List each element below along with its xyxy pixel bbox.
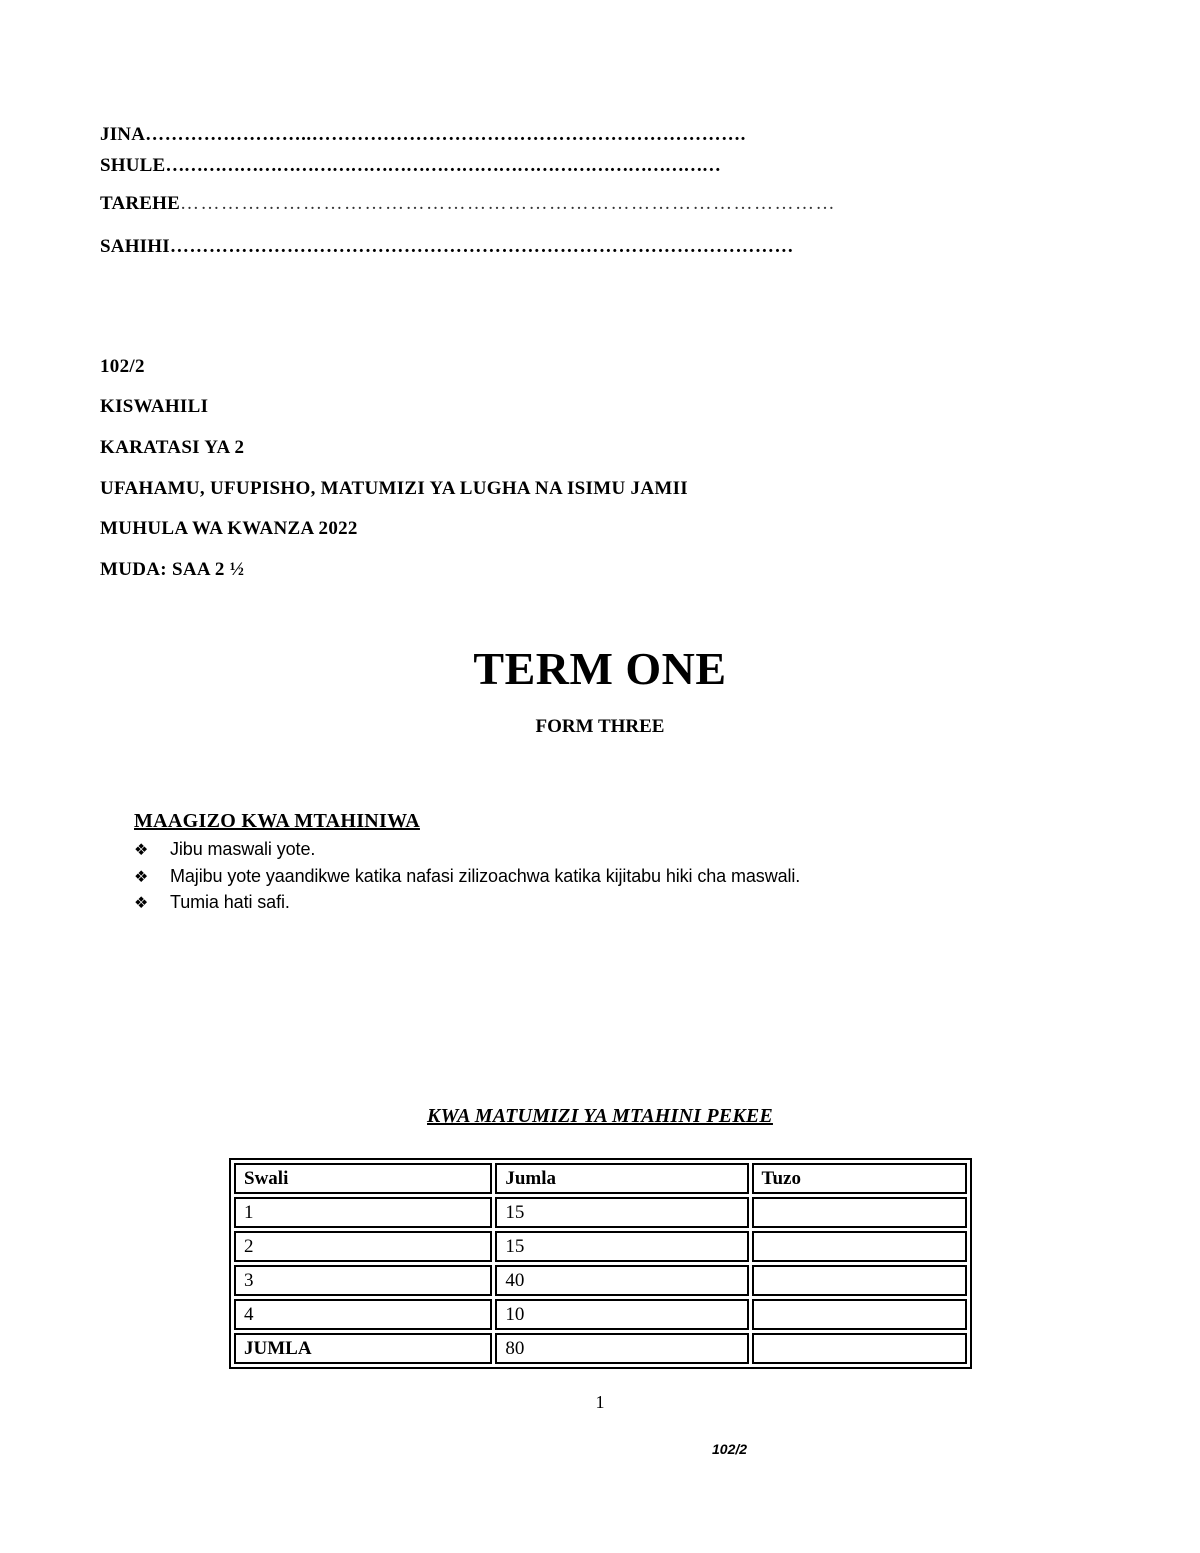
footer-paper-code: 102/2 <box>712 1441 748 1457</box>
diamond-bullet-icon: ❖ <box>134 893 149 912</box>
grand-total-score-cell[interactable] <box>752 1333 967 1364</box>
score-cell[interactable] <box>752 1231 967 1262</box>
signature-field[interactable] <box>100 236 794 258</box>
question-cell: 3 <box>234 1265 492 1296</box>
total-cell: 10 <box>495 1299 748 1330</box>
date-field-label: TAREHE <box>100 193 181 214</box>
table-total-row <box>234 1333 967 1364</box>
school-field[interactable] <box>100 155 720 177</box>
school-field-label: SHULE <box>100 155 166 176</box>
list-item <box>134 863 800 890</box>
subject-name: KISWAHILI <box>100 396 209 417</box>
instruction-text: Majibu yote yaandikwe katika nafasi zilizoachwa katika kijitabu hiki cha maswali. <box>170 865 801 886</box>
column-header-swali: Swali <box>234 1163 492 1194</box>
score-cell[interactable] <box>752 1265 967 1296</box>
question-cell: 4 <box>234 1299 492 1330</box>
date-field-dots: …………………………………………………………………………………… <box>180 193 837 214</box>
question-cell: 1 <box>234 1197 492 1228</box>
diamond-bullet-icon: ❖ <box>134 840 149 859</box>
name-field[interactable] <box>100 124 746 146</box>
examiner-heading: KWA MATUMIZI YA MTAHINI PEKEE <box>427 1105 773 1127</box>
list-item <box>134 836 800 863</box>
grand-total-label: JUMLA <box>234 1333 492 1364</box>
total-cell: 40 <box>495 1265 748 1296</box>
question-cell: 2 <box>234 1231 492 1262</box>
instructions-list <box>134 836 800 916</box>
instruction-text: Tumia hati safi. <box>170 892 290 912</box>
signature-field-label: SAHIHI <box>100 236 170 257</box>
page-subtitle: FORM THREE <box>535 716 665 737</box>
signature-field-dots: …………………………………………………………………………………… <box>169 236 794 257</box>
table-row <box>234 1197 967 1228</box>
column-header-tuzo: Tuzo <box>752 1163 967 1194</box>
total-cell: 15 <box>495 1197 748 1228</box>
page-number: 1 <box>595 1392 605 1412</box>
list-item <box>134 889 800 916</box>
date-field[interactable] <box>100 193 836 215</box>
column-header-jumla: Jumla <box>495 1163 748 1194</box>
total-cell: 15 <box>495 1231 748 1262</box>
score-cell[interactable] <box>752 1299 967 1330</box>
table-header-row <box>234 1163 967 1194</box>
name-field-dots: ……………………..…………………………………………………………. <box>145 124 746 145</box>
marks-table <box>229 1158 972 1369</box>
score-cell[interactable] <box>752 1197 967 1228</box>
instruction-text: Jibu maswali yote. <box>170 839 316 859</box>
instructions-heading: MAAGIZO KWA MTAHINIWA <box>134 810 420 832</box>
exam-term: MUHULA WA KWANZA 2022 <box>100 518 358 539</box>
paper-topics: UFAHAMU, UFUPISHO, MATUMIZI YA LUGHA NA ISIMU JAMII <box>100 478 688 499</box>
diamond-bullet-icon: ❖ <box>134 866 149 886</box>
page-title: TERM ONE <box>473 643 727 694</box>
table-row <box>234 1231 967 1262</box>
table-row <box>234 1299 967 1330</box>
grand-total-value: 80 <box>495 1333 748 1364</box>
table-row <box>234 1265 967 1296</box>
school-field-dots: ……………………………………………………………………………… <box>165 155 721 176</box>
paper-number: KARATASI YA 2 <box>100 437 245 458</box>
name-field-label: JINA <box>100 124 146 145</box>
exam-duration: MUDA: SAA 2 ½ <box>100 559 245 580</box>
paper-code: 102/2 <box>100 356 145 377</box>
